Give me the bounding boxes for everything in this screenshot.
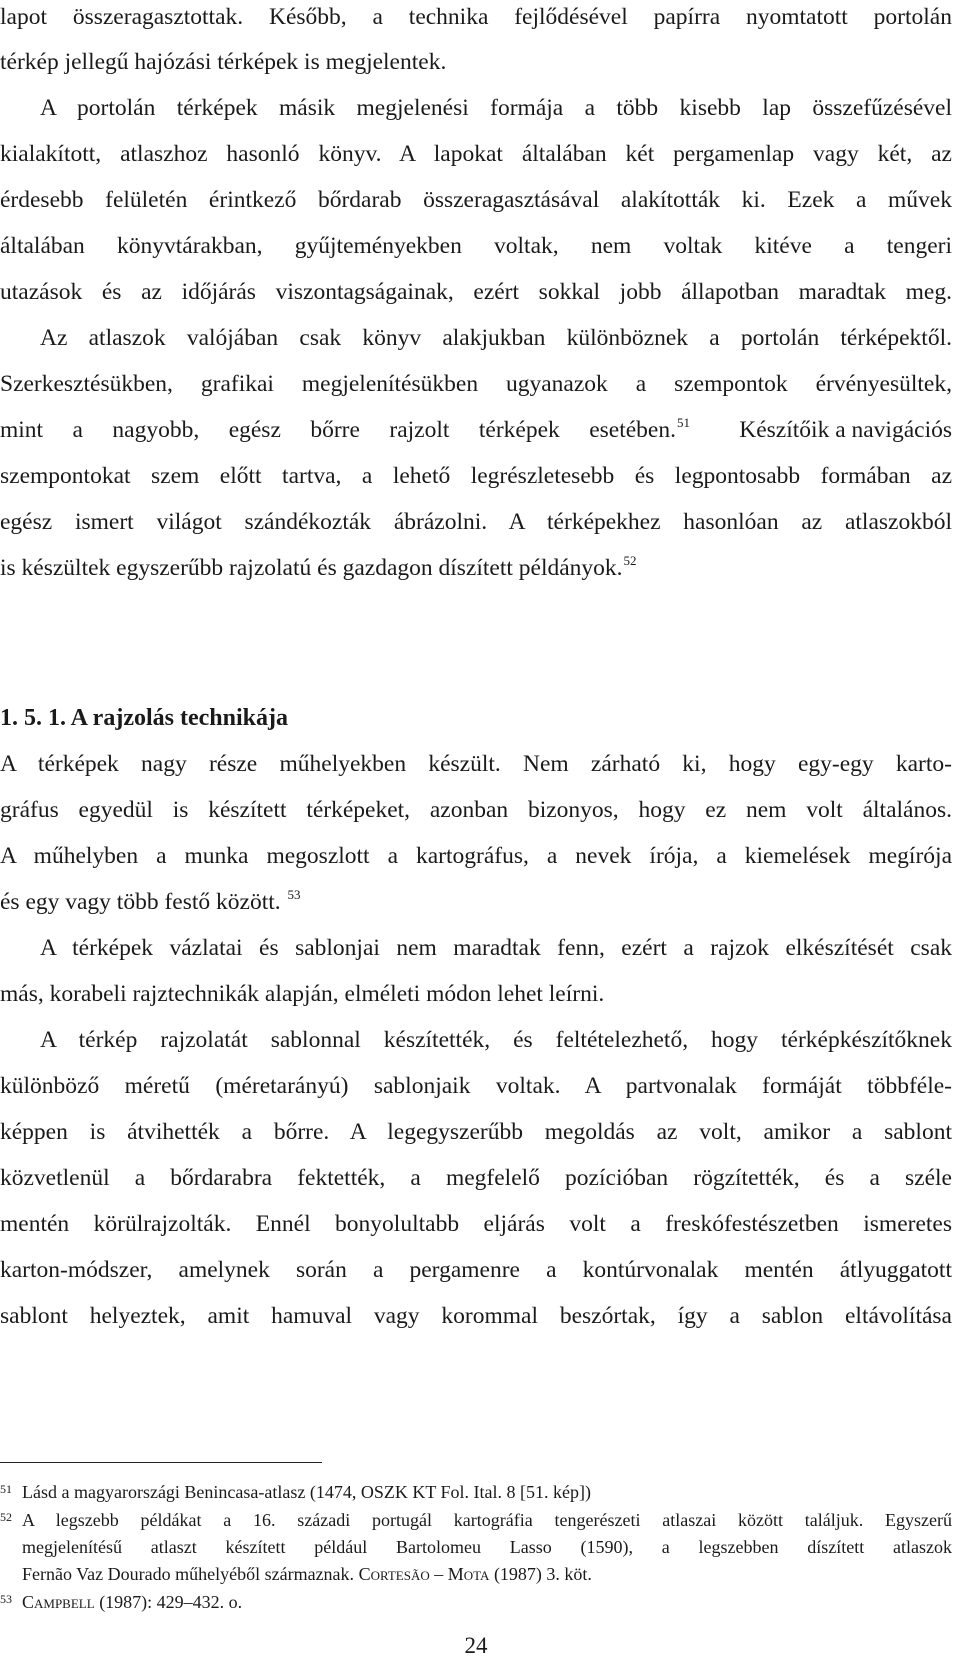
body-line: kialakított, atlaszhoz hasonló könyv. A lapokat általában két pergamenlap vagy két, az <box>0 141 952 167</box>
footnote-ref-51: 51 <box>677 415 690 430</box>
body-line: térkép jellegű hajózási térképek is megjelentek. <box>0 49 447 75</box>
body-line <box>0 887 952 920</box>
footnote-text: A legszebb példákat a 16. századi portugál kartográfia tengerészeti atlaszai között találjuk. Egyszerű <box>22 1510 952 1530</box>
body-line: Az atlaszok valójában csak könyv alakjukban különböznek a portolán térképektől. <box>40 325 952 351</box>
body-line: általában könyvtárakban, gyűjteményekben voltak, nem voltak kitéve a tengeri <box>0 233 952 259</box>
footnote-ref-53: 53 <box>287 887 301 902</box>
body-line: A portolán térképek másik megjelenési formája a több kisebb lap összefűzésével <box>40 95 952 121</box>
body-line: lapot összeragasztottak. Később, a technika fejlődésével papírra nyomtatott portolán <box>0 4 952 30</box>
body-line: közvetlenül a bőrdarabra fektették, a megfelelő pozícióban rögzítették, és a széle <box>0 1165 952 1191</box>
footnote-divider <box>0 1462 322 1463</box>
footnote-text-part: (1987): 429–432. o. <box>99 1592 243 1612</box>
body-line: A térkép rajzolatát sablonnal készítették, és feltételezhető, hogy térképkészítőknek <box>40 1027 952 1053</box>
body-line: utazások és az időjárás viszontagságainak, ezért sokkal jobb állapotban maradtak meg. <box>0 279 952 305</box>
footnote-number: 53 <box>0 1592 12 1606</box>
body-line: A térképek nagy része műhelyekben készült. Nem zárható ki, hogy egy-egy karto- <box>0 751 952 777</box>
body-line: A műhelyben a munka megoszlott a kartográfus, a nevek írója, a kiemelések megírója <box>0 843 952 869</box>
author-name: Cortesão <box>358 1564 430 1584</box>
body-line: sablont helyeztek, amit hamuval vagy korommal beszórtak, így a sablon eltávolítása <box>0 1303 952 1329</box>
footnote-number: 52 <box>0 1510 12 1524</box>
body-line: egész ismert világot szándékozták ábrázolni. A térképekhez hasonlóan az atlaszokból <box>0 509 952 535</box>
body-line: érdesebb felületén érintkező bőrdarab összeragasztásával alakították ki. Ezek a művek <box>0 187 952 213</box>
footnote-ref-52: 52 <box>623 553 637 568</box>
footnote-text <box>22 1590 952 1614</box>
body-line <box>0 415 690 448</box>
body-line: más, korabeli rajztechnikák alapján, elméleti módon lehet leírni. <box>0 981 605 1007</box>
footnote-text: megjelenítésű atlaszt készített például Bartolomeu Lasso (1590), a legszebben díszített atlaszok <box>22 1537 952 1557</box>
body-text: is készültek egyszerűbb rajzolatú és gazdagon díszített példányok. <box>0 555 623 581</box>
body-line: mentén körülrajzolták. Ennél bonyolultabb eljárás volt a freskófestészetben ismeretes <box>0 1211 952 1237</box>
body-line: Szerkesztésükben, grafikai megjelenítésükben ugyanazok a szempontok érvényesültek, <box>0 371 952 397</box>
footnote-text: Lásd a magyarországi Benincasa-atlasz (1474, OSZK KT Fol. Ital. 8 [51. kép]) <box>22 1482 592 1502</box>
footnote-text-part: – <box>434 1564 444 1584</box>
section-heading: 1. 5. 1. A rajzolás technikája <box>0 705 288 731</box>
body-line: képpen is átvihették a bőrre. A legegyszerűbb megoldás az volt, amikor a sablont <box>0 1119 952 1145</box>
footnote-text <box>22 1562 952 1586</box>
page-number: 24 <box>464 1633 488 1658</box>
body-line: szempontokat szem előtt tartva, a lehető legrészletesebb és legpontosabb formában az <box>0 463 952 489</box>
author-name: Campbell <box>22 1592 95 1612</box>
footnote-number: 51 <box>0 1482 12 1496</box>
body-line <box>0 553 952 586</box>
body-line: karton-módszer, amelynek során a pergamenre a kontúrvonalak mentén átlyuggatott <box>0 1257 952 1283</box>
body-line: különböző méretű (méretarányú) sablonjaik voltak. A partvonalak formáját többféle- <box>0 1073 952 1099</box>
body-line: A térképek vázlatai és sablonjai nem maradtak fenn, ezért a rajzok elkészítését csak <box>40 935 952 961</box>
body-text: és egy vagy több festő között. <box>0 889 281 915</box>
footnote-text-part: Fernão Vaz Dourado műhelyéből származnak. <box>22 1564 355 1584</box>
body-text: mint a nagyobb, egész bőrre rajzolt térképek esetében. <box>0 417 676 443</box>
footnote-text-part: (1987) 3. köt. <box>493 1564 592 1584</box>
body-line: gráfus egyedül is készített térképeket, azonban bizonyos, hogy ez nem volt általános. <box>0 797 952 823</box>
author-name: Mota <box>447 1564 490 1584</box>
body-line: Készítőik a navigációs <box>739 417 952 443</box>
